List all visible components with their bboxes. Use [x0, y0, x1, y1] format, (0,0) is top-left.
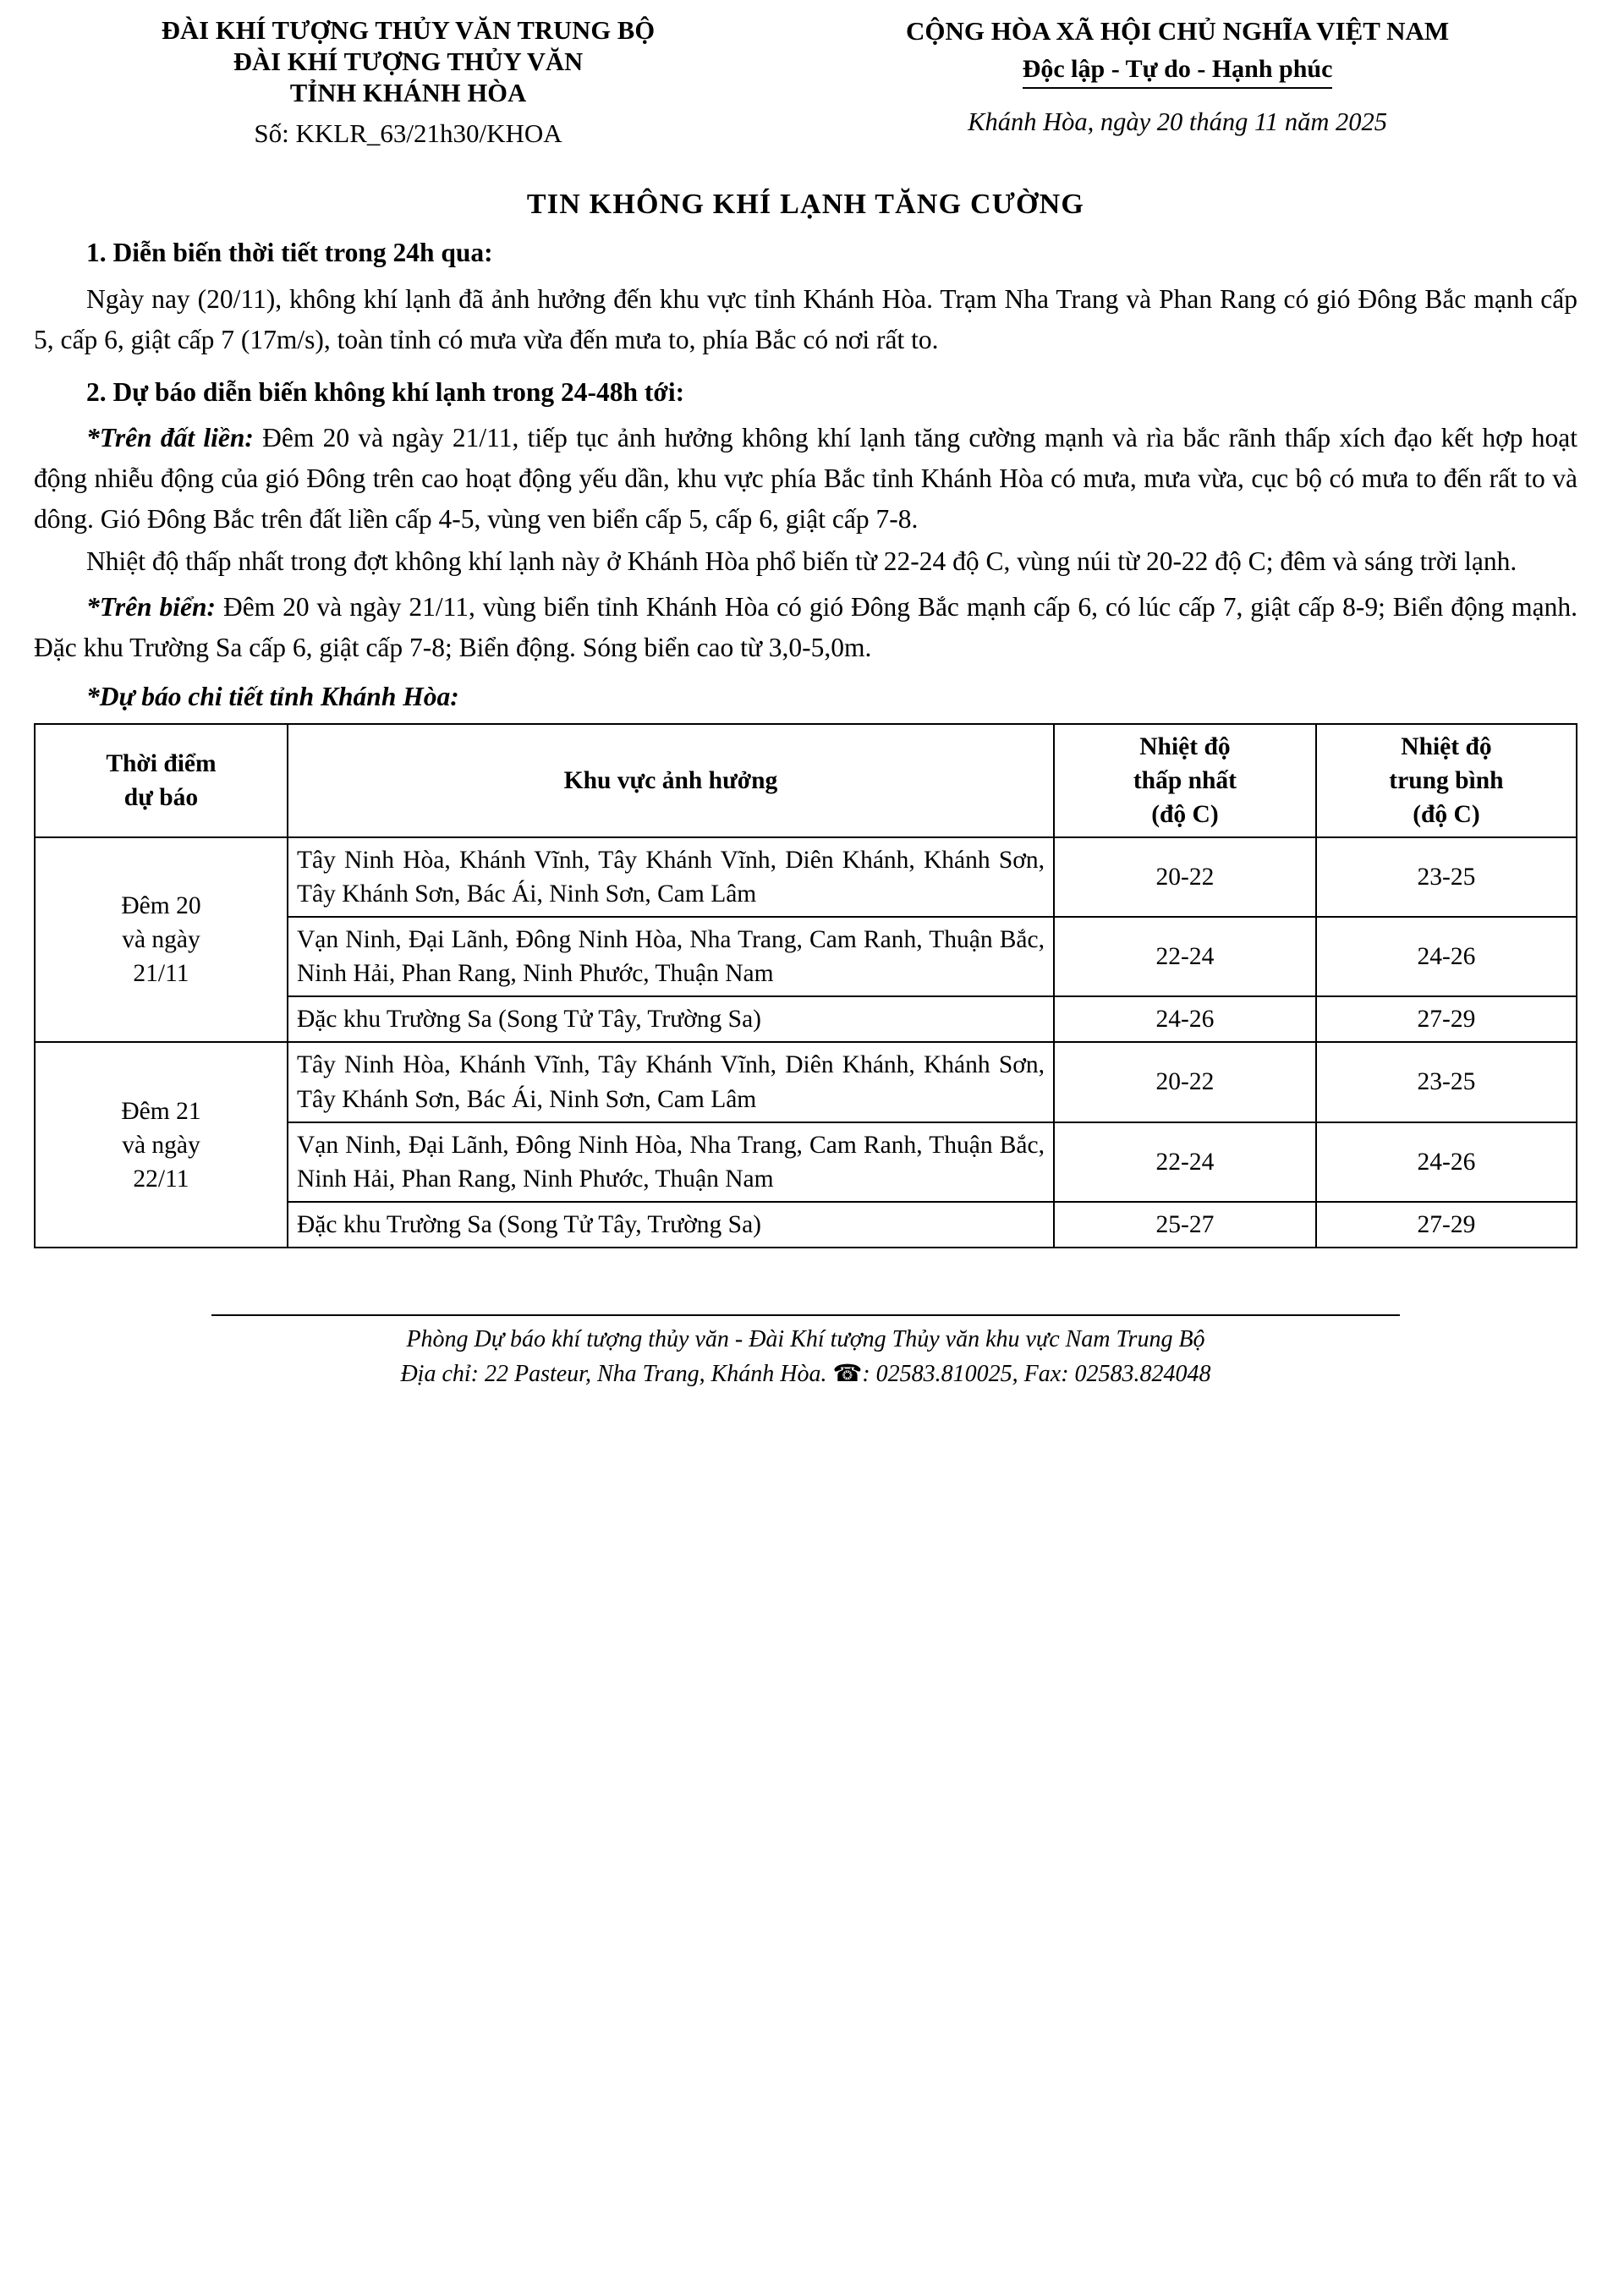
- column-header-avg-line3: (độ C): [1413, 800, 1480, 828]
- footer-address: Địa chỉ: 22 Pasteur, Nha Trang, Khánh Hòa.: [400, 1360, 833, 1387]
- time-period-cell: [35, 837, 288, 1043]
- footer-office: Phòng Dự báo khí tượng thủy văn - Đài Khí tượng Thủy văn khu vực Nam Trung Bộ: [406, 1325, 1205, 1352]
- avg-temp-cell: 27-29: [1316, 1202, 1577, 1248]
- table-header-row: [35, 724, 1577, 837]
- area-cell: Đặc khu Trường Sa (Song Tử Tây, Trường Sa): [288, 1202, 1054, 1248]
- document-header: [34, 15, 1577, 153]
- sea-forecast-label: *Trên biển:: [86, 591, 217, 622]
- sea-forecast-paragraph: [34, 587, 1577, 668]
- avg-temp-cell: 27-29: [1316, 996, 1577, 1042]
- section-2-heading: 2. Dự báo diễn biến không khí lạnh trong 24-48h tới:: [86, 376, 685, 407]
- column-header-min-line3: (độ C): [1151, 800, 1219, 828]
- document-footer: [34, 1314, 1577, 1391]
- land-forecast-text: Đêm 20 và ngày 21/11, tiếp tục ảnh hưởng không khí lạnh tăng cường mạnh và rìa bắc rãnh thấp xích đạo kết hợp hoạt động nhiễu động của gió Đông trên cao hoạt động yếu dần, khu vực phía Bắc tỉnh Khánh Hòa có mưa, mưa vừa, cục bộ có mưa to đến rất to và dông. Gió Đông Bắc trên đất liền cấp 4-5, vùng ven biển cấp 5, cấp 6, giật cấp 7-8.: [34, 423, 1578, 535]
- footer-divider: [211, 1314, 1400, 1316]
- column-header-min-temp: [1054, 724, 1316, 837]
- area-cell: Vạn Ninh, Đại Lãnh, Đông Ninh Hòa, Nha Trang, Cam Ranh, Thuận Bắc, Ninh Hải, Phan Rang, Ninh Phước, Thuận Nam: [288, 1122, 1054, 1202]
- time-period-line1: Đêm 20: [121, 891, 201, 919]
- avg-temp-cell: 24-26: [1316, 917, 1577, 996]
- footer-contact: [34, 1357, 1577, 1392]
- min-temp-cell: 25-27: [1054, 1202, 1316, 1248]
- column-header-min-line2: thấp nhất: [1133, 766, 1237, 794]
- avg-temp-cell: 23-25: [1316, 837, 1577, 917]
- min-temp-cell: 24-26: [1054, 996, 1316, 1042]
- time-period-line1: Đêm 21: [121, 1097, 201, 1125]
- column-header-time-line2: dự báo: [123, 783, 199, 811]
- land-forecast-paragraph: [34, 418, 1577, 540]
- national-title: CỘNG HÒA XÃ HỘI CHỦ NGHĨA VIỆT NAM: [905, 16, 1450, 46]
- column-header-avg-temp: [1316, 724, 1577, 837]
- table-row: [35, 1042, 1577, 1122]
- column-header-avg-line1: Nhiệt độ: [1401, 732, 1492, 760]
- forecast-table: [34, 723, 1577, 1248]
- table-row: [35, 837, 1577, 917]
- temperature-paragraph: Nhiệt độ thấp nhất trong đợt không khí lạnh này ở Khánh Hòa phổ biến từ 22-24 độ C, vùng núi từ 20-22 độ C; đêm và sáng trời lạnh.: [86, 546, 1517, 577]
- min-temp-cell: 20-22: [1054, 837, 1316, 917]
- national-heading-block: [777, 15, 1577, 140]
- page-title: TIN KHÔNG KHÍ LẠNH TĂNG CƯỜNG: [526, 189, 1085, 221]
- avg-temp-cell: 23-25: [1316, 1042, 1577, 1122]
- area-cell: Vạn Ninh, Đại Lãnh, Đông Ninh Hòa, Nha Trang, Cam Ranh, Thuận Bắc, Ninh Hải, Phan Rang, Ninh Phước, Thuận Nam: [288, 917, 1054, 996]
- column-header-min-line1: Nhiệt độ: [1139, 732, 1231, 760]
- column-header-avg-line2: trung bình: [1389, 766, 1504, 794]
- min-temp-cell: 20-22: [1054, 1042, 1316, 1122]
- document-number: Số: KKLR_63/21h30/KHOA: [254, 118, 562, 148]
- footer-phone: : 02583.810025, Fax: 02583.824048: [862, 1360, 1211, 1387]
- area-cell: Tây Ninh Hòa, Khánh Vĩnh, Tây Khánh Vĩnh, Diên Khánh, Khánh Sơn, Tây Khánh Sơn, Bác Ái, Ninh Sơn, Cam Lâm: [288, 837, 1054, 917]
- place-and-date: Khánh Hòa, ngày 20 tháng 11 năm 2025: [968, 107, 1388, 136]
- org-line-3: TỈNH KHÁNH HÒA: [289, 79, 527, 108]
- land-forecast-label: *Trên đất liền:: [86, 423, 254, 453]
- section-1-heading: 1. Diễn biến thời tiết trong 24h qua:: [86, 238, 493, 268]
- min-temp-cell: 22-24: [1054, 1122, 1316, 1202]
- detail-forecast-heading: *Dự báo chi tiết tỉnh Khánh Hòa:: [86, 681, 459, 711]
- area-cell: Đặc khu Trường Sa (Song Tử Tây, Trường Sa): [288, 996, 1054, 1042]
- time-period-line3: 22/11: [133, 1165, 189, 1193]
- column-header-time-line1: Thời điểm: [106, 749, 217, 777]
- national-motto: Độc lập - Tự do - Hạnh phúc: [1023, 52, 1333, 89]
- time-period-line3: 21/11: [133, 960, 189, 988]
- time-period-line2: và ngày: [122, 926, 200, 954]
- area-cell: Tây Ninh Hòa, Khánh Vĩnh, Tây Khánh Vĩnh, Diên Khánh, Khánh Sơn, Tây Khánh Sơn, Bác Ái, Ninh Sơn, Cam Lâm: [288, 1042, 1054, 1122]
- section-1-paragraph: Ngày nay (20/11), không khí lạnh đã ảnh hưởng đến khu vực tỉnh Khánh Hòa. Trạm Nha Trang và Phan Rang có gió Đông Bắc mạnh cấp 5, cấp 6, giật cấp 7 (17m/s), toàn tỉnh có mưa vừa đến mưa to, phía Bắc có nơi rất to.: [34, 283, 1577, 354]
- org-line-1: ĐÀI KHÍ TƯỢNG THỦY VĂN TRUNG BỘ: [161, 16, 656, 45]
- phone-icon: ☎: [832, 1360, 863, 1387]
- column-header-area: Khu vực ảnh hưởng: [288, 724, 1054, 837]
- avg-temp-cell: 24-26: [1316, 1122, 1577, 1202]
- org-line-2: ĐÀI KHÍ TƯỢNG THỦY VĂN: [233, 47, 584, 77]
- time-period-cell: [35, 1042, 288, 1248]
- time-period-line2: và ngày: [122, 1131, 200, 1159]
- column-header-time: [35, 724, 288, 837]
- issuing-office-block: [34, 15, 777, 153]
- sea-forecast-text: Đêm 20 và ngày 21/11, vùng biển tỉnh Khánh Hòa có gió Đông Bắc mạnh cấp 6, có lúc cấp 7, giật cấp 8-9; Biển động mạnh. Đặc khu Trường Sa cấp 6, giật cấp 7-8; Biển động. Sóng biển cao từ 3,0-5,0m.: [34, 591, 1577, 662]
- min-temp-cell: 22-24: [1054, 917, 1316, 996]
